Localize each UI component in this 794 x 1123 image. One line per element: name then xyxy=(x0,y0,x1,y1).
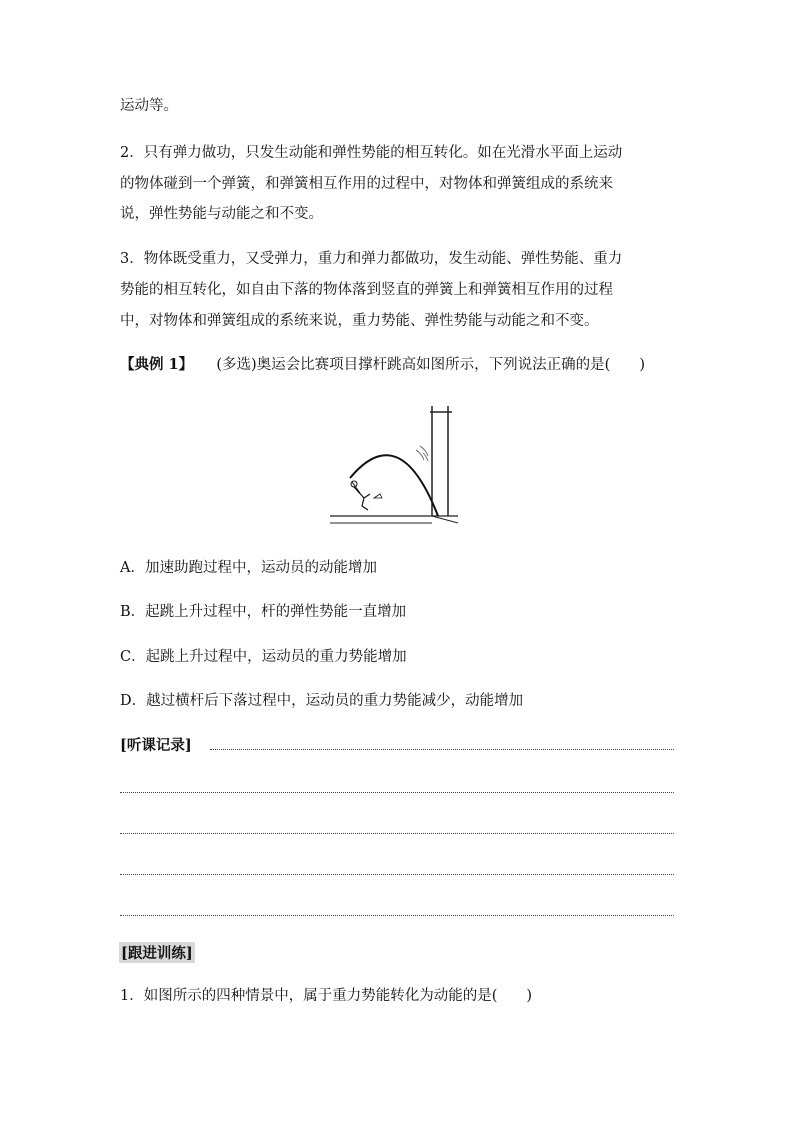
paragraph-2-line-3: 说，弹性势能与动能之和不变。 xyxy=(120,206,323,222)
paragraph-3-line-1: 3．物体既受重力，又受弹力，重力和弹力都做功，发生动能、弹性势能、重力 xyxy=(120,251,623,267)
option-c: C．起跳上升过程中，运动员的重力势能增加 xyxy=(120,649,407,665)
notes-line-1 xyxy=(210,749,674,750)
paragraph-3-line-3: 中，对物体和弹簧组成的系统来说，重力势能、弹性势能与动能之和不变。 xyxy=(120,313,599,329)
pole-vault-figure xyxy=(330,398,460,528)
notes-line-4 xyxy=(120,874,674,875)
option-b: B．起跳上升过程中，杆的弹性势能一直增加 xyxy=(120,604,407,620)
paragraph-2-line-2: 的物体碰到一个弹簧，和弹簧相互作用的过程中，对物体和弹簧组成的系统来 xyxy=(120,176,613,192)
example-question: (多选)奥运会比赛项目撑杆跳高如图所示，下列说法正确的是( ) xyxy=(216,357,645,373)
follow-up-label: [跟进训练] xyxy=(119,942,195,963)
notes-line-5 xyxy=(120,915,674,916)
paragraph-2-line-1: 2．只有弹力做功，只发生动能和弹性势能的相互转化。如在光滑水平面上运动 xyxy=(120,145,623,161)
paragraph-intro-tail: 运动等。 xyxy=(120,98,178,114)
example-1 xyxy=(120,355,645,375)
option-a: A．加速助跑过程中，运动员的动能增加 xyxy=(120,560,377,576)
exercise-1: 1．如图所示的四种情景中，属于重力势能转化为动能的是( ) xyxy=(120,988,533,1004)
example-tag: 【典例 1】 xyxy=(120,356,194,373)
option-d: D．越过横杆后下落过程中，运动员的重力势能减少，动能增加 xyxy=(120,693,524,709)
notes-line-3 xyxy=(120,833,674,834)
paragraph-3-line-2: 势能的相互转化，如自由下落的物体落到竖直的弹簧上和弹簧相互作用的过程 xyxy=(120,282,613,298)
notes-label: [听课记录] xyxy=(120,737,192,754)
notes-line-2 xyxy=(120,792,674,793)
